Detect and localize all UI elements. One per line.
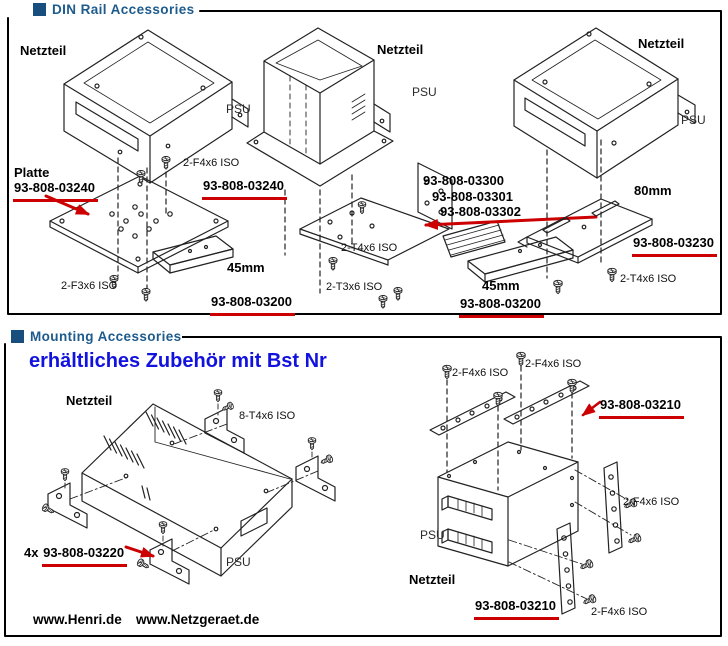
section-marker-icon [33,3,46,16]
screw-callout-t4x6-middle: 2-T4x6 ISO [341,242,398,254]
screw-callout-8t4x6: 8-T4x6 ISO [239,410,296,422]
psu-label-middle: PSU [412,85,437,99]
section-marker-icon [11,330,24,343]
henri-link[interactable]: www.Henri.de [33,612,122,627]
psu-label-bottom-left: PSU [226,555,251,569]
part-number-plate: 93-808-03240 [13,181,98,202]
netzteil-label-bottom-left: Netzteil [66,393,113,408]
screw-callout-f3x6: 2-F3x6 ISO [61,280,118,292]
rail-size-80mm: 80mm [634,183,672,198]
screw-callout-f4x6-top-left: 2-F4x6 ISO [452,367,509,379]
part-number-strip-top: 93-808-03210 [599,398,684,419]
netzgeraet-link[interactable]: www.Netzgeraet.de [136,612,260,627]
psu-label-right: PSU [681,113,706,127]
psu-mounting-strips-drawing [430,352,642,614]
part-number-strip-bottom: 93-808-03210 [474,599,559,620]
screw-callout-t3x6: 2-T3x6 ISO [326,281,383,293]
netzteil-label-right: Netzteil [638,36,685,51]
screw-callout-f4x6-top-right: 2-F4x6 ISO [525,358,582,370]
bracket-part-label [24,546,127,560]
part-number-rail-middle: 93-808-03200 [459,297,544,318]
mounting-section-title: Mounting Accessories [30,329,182,344]
mounting-section-border [5,337,721,636]
netzteil-label-middle: Netzteil [377,42,424,57]
mounting-section-header [11,329,182,344]
din-section-border [8,11,721,314]
psu-label-left: PSU [226,102,251,116]
mounting-diagram [0,330,728,646]
din-section-title: DIN Rail Accessories [52,2,195,17]
platte-label: Platte [14,165,50,180]
part-number-rail-left: 93-808-03200 [210,295,295,316]
part-number-plate-repeat: 93-808-03240 [202,179,287,200]
psu-label-bottom-right: PSU [420,528,445,542]
din-section-header [33,2,195,17]
part-number-bracket-1: 93-808-03300 [423,173,504,188]
part-number-rail-right: 93-808-03230 [632,236,717,257]
accessories-heading: erhältliches Zubehör mit Bst Nr [29,350,327,372]
rail-size-45mm-left: 45mm [227,260,265,275]
red-arrow-corner-bracket [126,547,153,556]
part-number-corner-bracket: 93-808-03220 [42,545,127,567]
screw-callout-f4x6-right: 2-F4x6 ISO [623,496,680,508]
part-number-bracket-2: 93-808-03301 [432,189,513,204]
netzteil-label-left: Netzteil [20,43,67,58]
screw-callout-f4x6-bottom: 2-F4x6 ISO [591,606,648,618]
netzteil-label-bottom-right: Netzteil [409,572,456,587]
screw-callout-f4x6-left: 2-F4x6 ISO [183,157,240,169]
bracket-qty: 4x [24,545,39,560]
screw-callout-t4x6-right: 2-T4x6 ISO [620,273,677,285]
enclosure-middle-drawing [247,28,596,308]
part-number-bracket-3: 93-808-03302 [440,204,521,219]
red-arrow-strip [583,402,600,415]
rail-size-45mm-middle: 45mm [482,278,520,293]
